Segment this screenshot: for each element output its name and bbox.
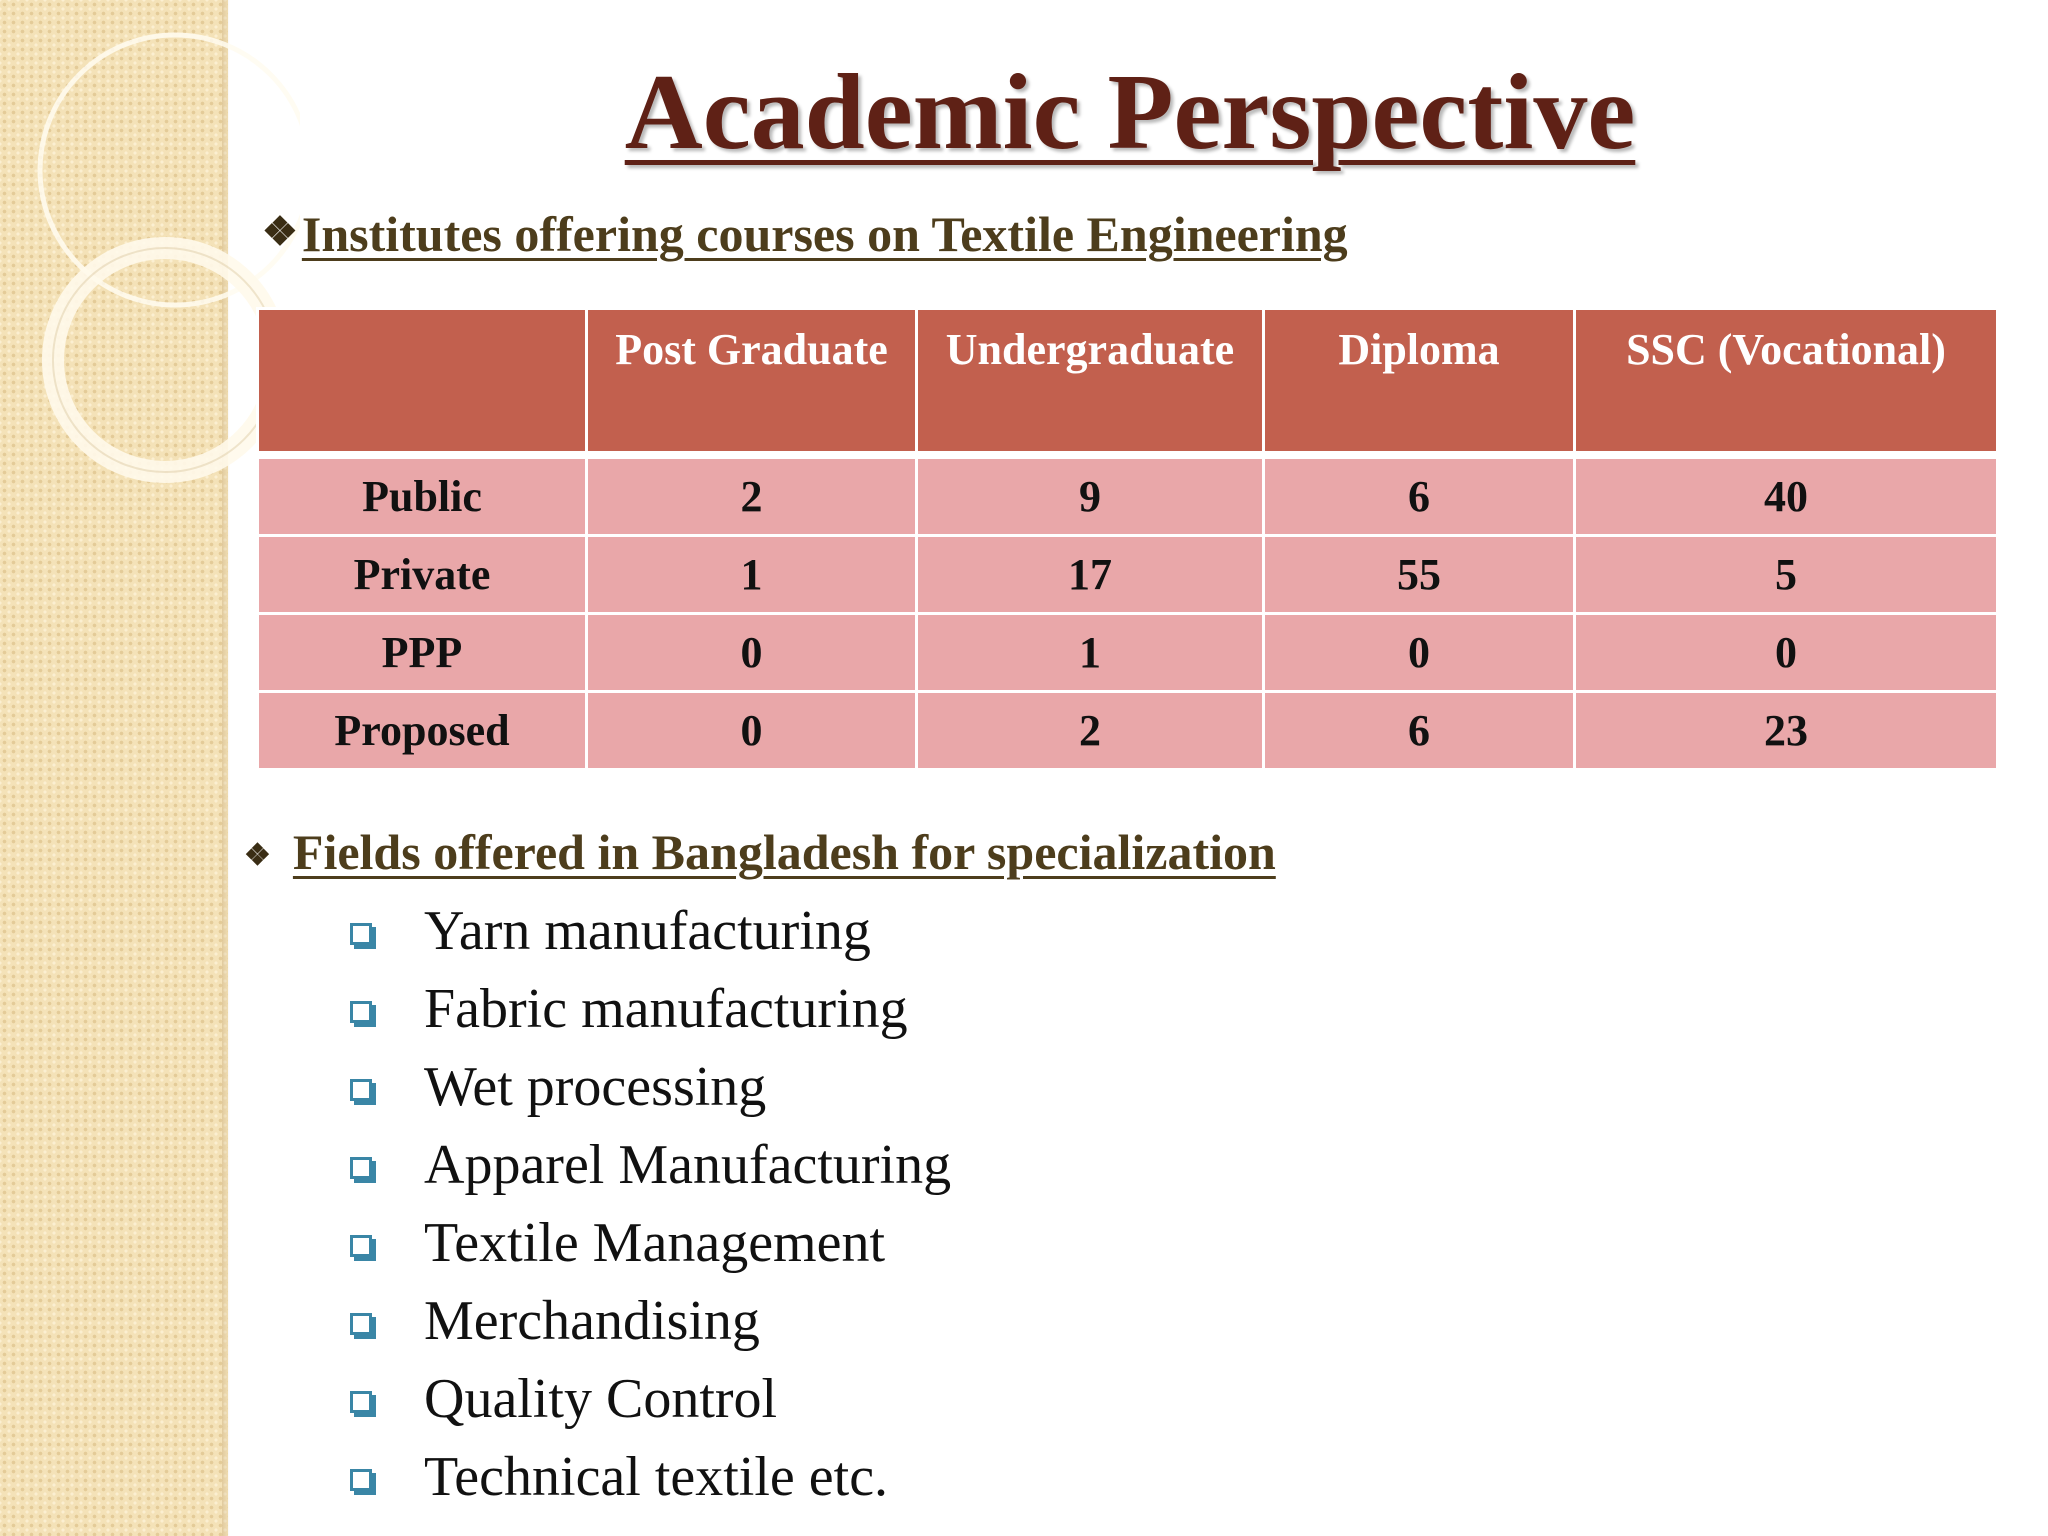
header-undergraduate: Undergraduate [917, 309, 1264, 455]
checkbox-bullet-icon [350, 1079, 372, 1101]
institutes-heading [262, 202, 1348, 264]
table-cell: 6 [1264, 691, 1575, 769]
table-cell: 55 [1264, 535, 1575, 613]
diamond-bullet-icon: ❖ [244, 839, 271, 872]
table-cell: 5 [1575, 535, 1998, 613]
decorative-rings [0, 0, 300, 520]
list-item-text: Apparel Manufacturing [424, 1134, 952, 1196]
row-label: Public [258, 455, 587, 536]
list-item-text: Quality Control [424, 1368, 778, 1430]
header-ssc-vocational: SSC (Vocational) [1575, 309, 1998, 455]
table-header-row [258, 309, 1998, 455]
list-item-text: Yarn manufacturing [424, 900, 871, 962]
row-label: Private [258, 535, 587, 613]
list-item [350, 892, 951, 970]
list-item [350, 1282, 951, 1360]
table-cell: 9 [917, 455, 1264, 536]
list-item [350, 1126, 951, 1204]
table-row-public [258, 455, 1998, 536]
institutes-table [256, 307, 1999, 771]
table-row-ppp [258, 613, 1998, 691]
table-cell: 2 [917, 691, 1264, 769]
table-row-proposed [258, 691, 1998, 769]
list-item-text: Technical textile etc. [424, 1446, 889, 1508]
table-cell: 1 [917, 613, 1264, 691]
table-cell: 0 [587, 691, 917, 769]
row-label: PPP [258, 613, 587, 691]
list-item-text: Fabric manufacturing [424, 978, 908, 1040]
table-cell: 2 [587, 455, 917, 536]
table-cell: 23 [1575, 691, 1998, 769]
institutes-heading-text: Institutes offering courses on Textile Engineering [301, 206, 1348, 262]
fields-heading [244, 822, 1276, 886]
list-item-text: Textile Management [424, 1212, 886, 1274]
row-label: Proposed [258, 691, 587, 769]
checkbox-bullet-icon [350, 1469, 372, 1491]
checkbox-bullet-icon [350, 923, 372, 945]
table-row-private [258, 535, 1998, 613]
table-cell: 0 [587, 613, 917, 691]
checkbox-bullet-icon [350, 1313, 372, 1335]
table-cell: 40 [1575, 455, 1998, 536]
list-item-text: Merchandising [424, 1290, 760, 1352]
checkbox-bullet-icon [350, 1157, 372, 1179]
table-cell: 6 [1264, 455, 1575, 536]
slide-title: Academic Perspective [624, 53, 1636, 172]
list-item [350, 1048, 951, 1126]
table-cell: 17 [917, 535, 1264, 613]
list-item [350, 1360, 951, 1438]
table-cell: 0 [1264, 613, 1575, 691]
checkbox-bullet-icon [350, 1001, 372, 1023]
table-cell: 0 [1575, 613, 1998, 691]
list-item [350, 970, 951, 1048]
checkbox-bullet-icon [350, 1235, 372, 1257]
header-post-graduate: Post Graduate [587, 309, 917, 455]
checkbox-bullet-icon [350, 1391, 372, 1413]
table-cell: 1 [587, 535, 917, 613]
fields-list [350, 892, 951, 1516]
header-diploma: Diploma [1264, 309, 1575, 455]
header-cell-empty [258, 309, 587, 455]
diamond-bullet-icon: ❖ [262, 209, 298, 254]
fields-heading-text: Fields offered in Bangladesh for specialization [292, 824, 1276, 880]
list-item [350, 1438, 951, 1516]
list-item [350, 1204, 951, 1282]
list-item-text: Wet processing [424, 1056, 767, 1118]
